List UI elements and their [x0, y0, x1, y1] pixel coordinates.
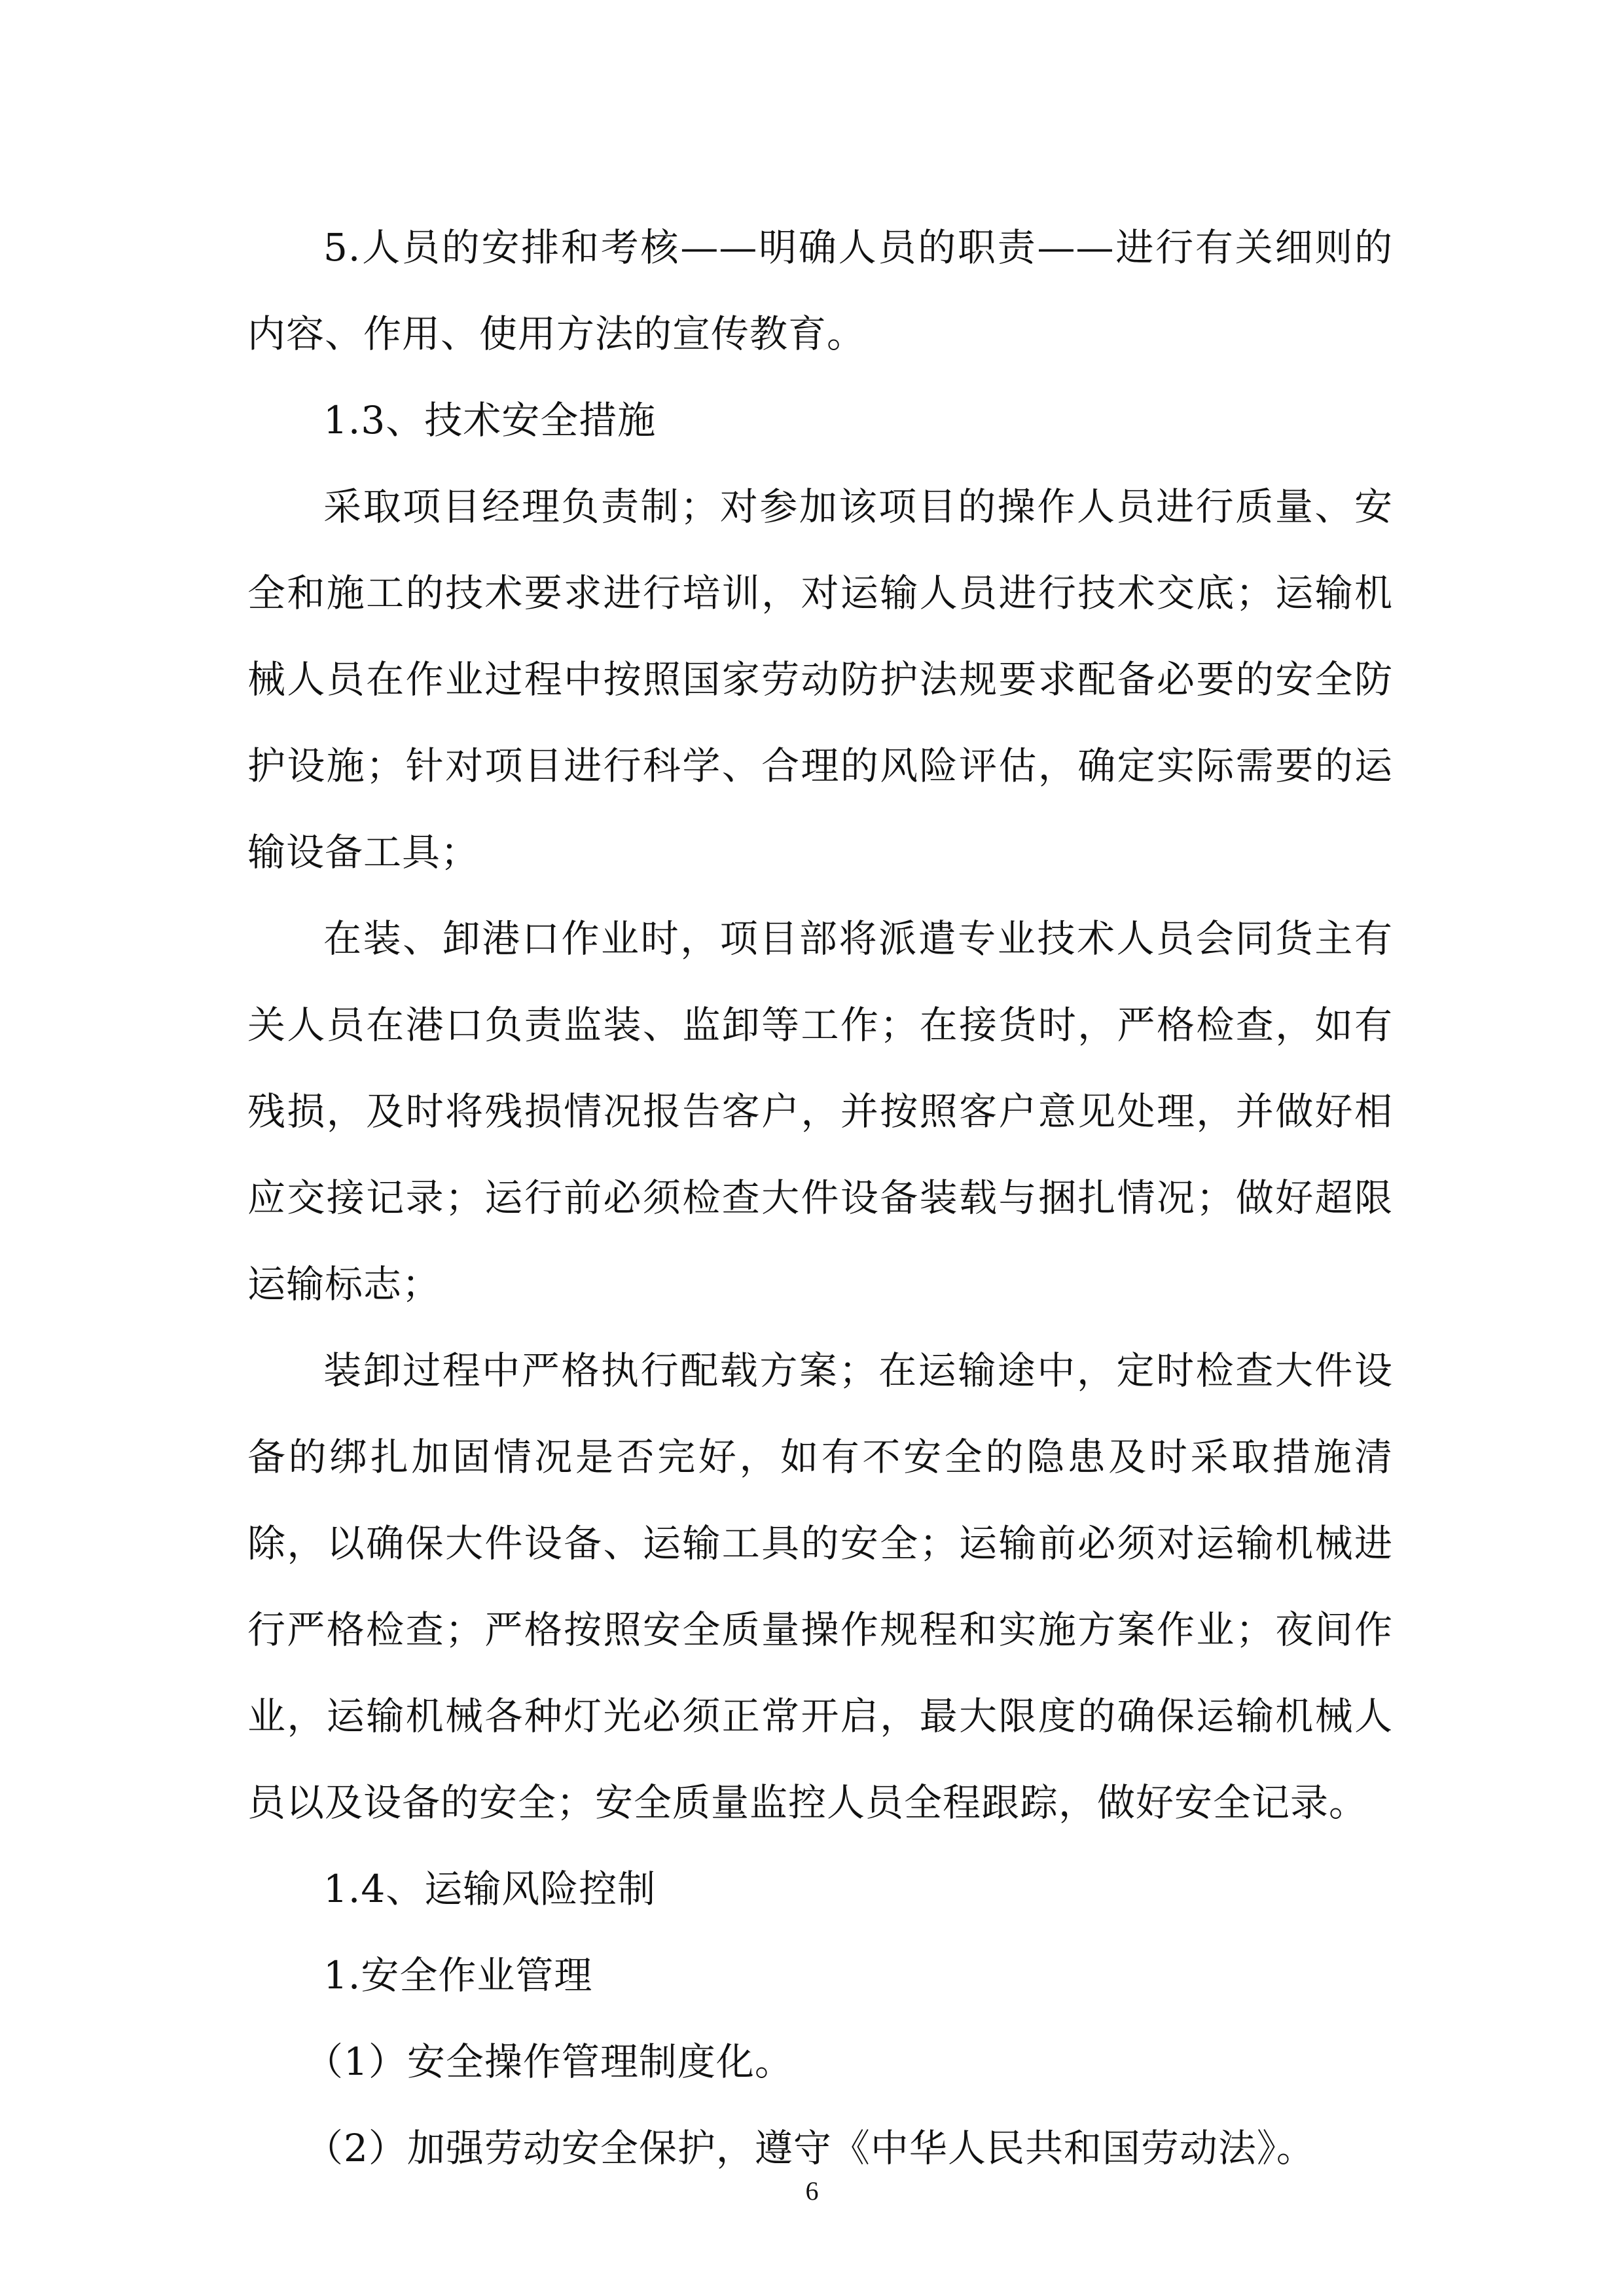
- list-item-1: （1）安全操作管理制度化。: [305, 2039, 793, 2084]
- paragraph-project-manager: 采取项目经理负责制；对参加该项目的操作人员进行质量、安全和施工的技术要求进行培训，对运输人员进行技术交底；运输机械人员在作业过程中按照国家劳动防护法规要求配备必要的安全防护设施；针对项目进行科学、合理的风险评估，确定实际需要的运输设备工具；: [247, 484, 1393, 874]
- section-heading-1-3: 1.3、技术安全措施: [323, 398, 657, 442]
- section-heading-1-4: 1.4、运输风险控制: [323, 1867, 657, 1911]
- paragraph-port-operations: 在装、卸港口作业时，项目部将派遣专业技术人员会同货主有关人员在港口负责监装、监卸等工作；在接货时，严格检查，如有残损，及时将残损情况报告客户，并按照客户意见处理，并做好相应交接记录；运行前必须检查大件设备装载与捆扎情况；做好超限运输标志；: [247, 916, 1393, 1306]
- list-item-2: （2）加强劳动安全保护，遵守《中华人民共和国劳动法》。: [305, 2126, 1315, 2170]
- paragraph-loading-process: 装卸过程中严格执行配载方案；在运输途中，定时检查大件设备的绑扎加固情况是否完好，如有不安全的隐患及时采取措施清除，以确保大件设备、运输工具的安全；运输前必须对运输机械进行严格检查；严格按照安全质量操作规程和实施方案作业；夜间作业，运输机械各种灯光必须正常开启，最大限度的确保运输机械人员以及设备的安全；安全质量监控人员全程跟踪，做好安全记录。: [247, 1348, 1393, 1825]
- subsection-heading-safety: 1.安全作业管理: [323, 1953, 593, 1998]
- body-text: [247, 204, 1393, 2191]
- paragraph-staff-assignment: 5.人员的安排和考核——明确人员的职责——进行有关细则的内容、作用、使用方法的宣传教育。: [247, 225, 1393, 356]
- page-number: 6: [805, 2176, 819, 2206]
